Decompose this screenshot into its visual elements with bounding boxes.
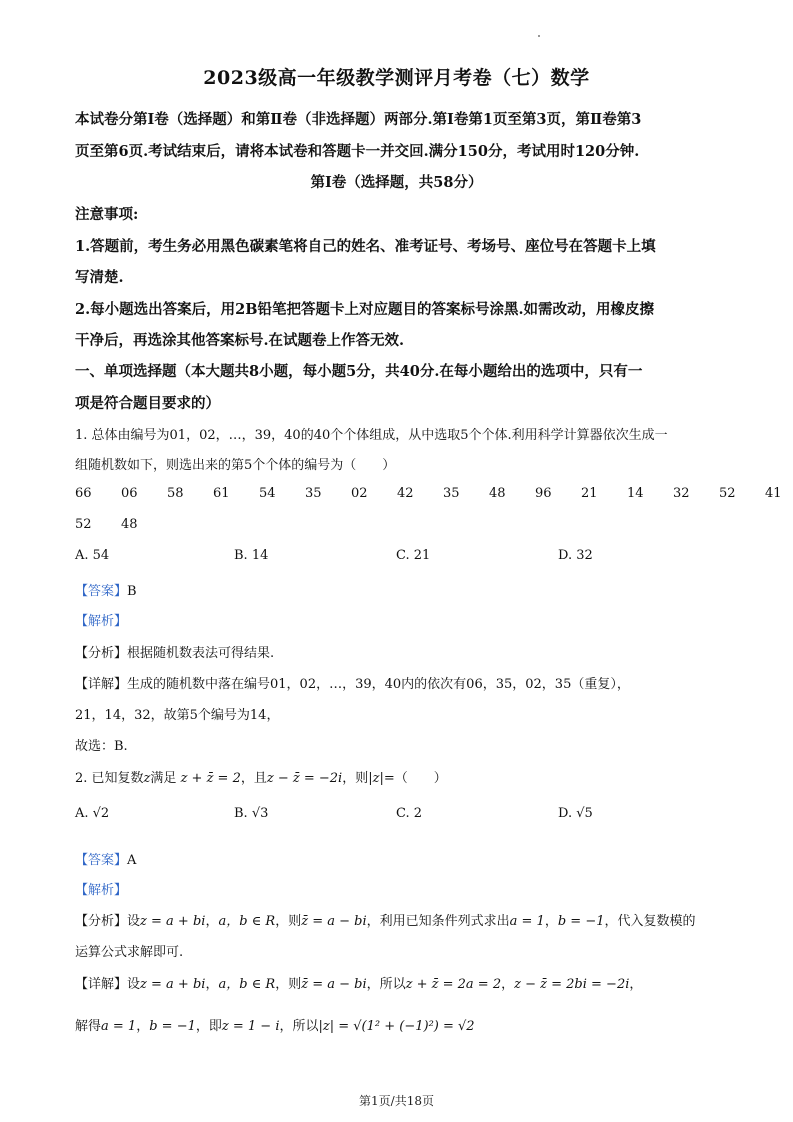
notice-item-2-line-1: 2.每小题选出答案后，用2B铅笔把答题卡上对应题目的答案标号涂黑.如需改动，用橡皮擦 <box>75 301 655 318</box>
math-eq-sum: z + z̄ = 2a = 2 <box>405 977 502 992</box>
detail-text: ， <box>629 977 643 992</box>
random-number: 06 <box>121 486 138 501</box>
fenxi-text: ，则 <box>275 914 302 929</box>
q2-answer <box>75 849 136 868</box>
answer-label: 【答案】 <box>75 584 128 599</box>
q2-stem-text: 满足 <box>150 771 177 786</box>
q2-option-d: D. √5 <box>558 806 593 821</box>
fenxi-text: ，代入复数模的 <box>604 914 696 929</box>
q1-option-b: B. 14 <box>234 548 269 563</box>
detail-text: ，所以 <box>366 977 406 992</box>
q1-analysis-label: 【解析】 <box>75 614 128 629</box>
math-b-value: b = −1 <box>557 914 605 929</box>
q1-conclusion: 故选：B. <box>75 739 128 754</box>
random-number: 32 <box>673 486 690 501</box>
part-one-line-1: 一、单项选择题（本大题共8小题，每小题5分，共40分.在每小题给出的选项中，只有一 <box>75 363 643 380</box>
fenxi-text: 设 <box>127 914 141 929</box>
solve-text: ，即 <box>195 1019 222 1034</box>
math-ab-real: a，b ∈ R <box>218 977 276 992</box>
detail-text: ，则 <box>275 977 302 992</box>
math-modulus: |z| <box>368 771 384 786</box>
q1-fenxi <box>75 642 274 661</box>
scan-speck <box>538 35 540 37</box>
random-number: 14 <box>627 486 644 501</box>
fenxi-text: ，利用已知条件列式求出 <box>366 914 510 929</box>
random-number: 48 <box>489 486 506 501</box>
q2-fenxi-line-1 <box>75 910 696 929</box>
q1-random-row-1 <box>75 486 785 501</box>
random-number: 41 <box>765 486 782 501</box>
math-z-def: z = a + bi <box>140 914 206 929</box>
math-zbar-def: z̄ = a − bi <box>301 914 367 929</box>
q1-answer <box>75 580 137 599</box>
intro-line-1: 本试卷分第Ⅰ卷（选择题）和第Ⅱ卷（非选择题）两部分.第Ⅰ卷第1页至第3页，第Ⅱ卷第3 <box>75 111 642 128</box>
q2-solve-line <box>75 1015 475 1034</box>
fenxi-text: ， <box>205 914 219 929</box>
q1-detail-line-1 <box>75 673 630 692</box>
math-b-value: b = −1 <box>149 1019 196 1034</box>
random-number: 52 <box>719 486 736 501</box>
math-z-def: z = a + bi <box>140 977 206 992</box>
solve-text: ，所以 <box>279 1019 319 1034</box>
detail-label: 【详解】 <box>75 677 128 692</box>
q2-analysis-label: 【解析】 <box>75 883 128 898</box>
random-number: 35 <box>443 486 460 501</box>
notice-item-2-line-2: 干净后，再选涂其他答案标号.在试题卷上作答无效. <box>75 332 405 349</box>
section-one-title: 第Ⅰ卷（选择题，共58分） <box>310 174 483 191</box>
q2-stem-text: ，则 <box>342 771 369 786</box>
part-one-line-2: 项是符合题目要求的） <box>75 395 220 412</box>
random-number: 96 <box>535 486 552 501</box>
q1-option-a: A. 54 <box>75 548 110 563</box>
random-number: 02 <box>351 486 368 501</box>
solve-text: ， <box>136 1019 150 1034</box>
q2-detail-line-1 <box>75 973 642 992</box>
answer-value: A <box>127 853 137 868</box>
math-ab-real: a，b ∈ R <box>218 914 276 929</box>
intro-line-2: 页至第6页.考试结束后，请将本试卷和答题卡一并交回.满分150分，考试用时120分钟. <box>75 143 640 160</box>
q2-stem-text: =（ ） <box>383 771 447 786</box>
fenxi-text: 根据随机数表法可得结果. <box>127 646 275 661</box>
random-number: 35 <box>305 486 322 501</box>
math-a-value: a = 1 <box>101 1019 137 1034</box>
random-number: 48 <box>121 517 138 532</box>
answer-value: B <box>127 584 137 599</box>
q2-option-b: B. √3 <box>234 806 269 821</box>
q1-option-c: C. 21 <box>396 548 431 563</box>
q1-stem-line-1: 1. 总体由编号为01，02，…，39，40的40个个体组成，从中选取5个个体.利用科学计算器依次生成一 <box>75 428 668 443</box>
solve-text: 解得 <box>75 1019 102 1034</box>
q1-detail-line-2: 21，14，32，故第5个编号为14， <box>75 708 280 723</box>
q1-stem-line-2: 组随机数如下，则选出来的第5个个体的编号为（ ） <box>75 458 396 473</box>
math-condition-sum: z + z̄ = 2 <box>180 771 241 786</box>
math-a-value: a = 1 <box>509 914 545 929</box>
fenxi-label: 【分析】 <box>75 914 128 929</box>
math-var-z: z <box>143 771 151 786</box>
q1-option-d: D. 32 <box>558 548 593 563</box>
math-condition-diff: z − z̄ = −2i <box>266 771 343 786</box>
detail-text: ， <box>205 977 219 992</box>
detail-text: ， <box>501 977 515 992</box>
detail-text: 设 <box>127 977 141 992</box>
random-number: 58 <box>167 486 184 501</box>
random-number: 54 <box>259 486 276 501</box>
notice-item-1-line-1: 1.答题前，考生务必用黑色碳素笔将自己的姓名、准考证号、考场号、座位号在答题卡上填 <box>75 238 656 255</box>
math-modulus-result: |z| = √(1² + (−1)²) = √2 <box>318 1019 475 1034</box>
fenxi-text: ， <box>544 914 558 929</box>
q2-stem <box>75 767 447 786</box>
notice-item-1-line-2: 写清楚. <box>75 269 124 286</box>
q2-option-c: C. 2 <box>396 806 423 821</box>
detail-text: 生成的随机数中落在编号01，02，…，39，40内的依次有06，35，02，35（重复）， <box>127 677 630 692</box>
notice-heading: 注意事项: <box>75 206 139 223</box>
random-number: 21 <box>581 486 598 501</box>
q2-fenxi-line-2: 运算公式求解即可. <box>75 945 184 960</box>
detail-label: 【详解】 <box>75 977 128 992</box>
math-z-result: z = 1 − i <box>221 1019 280 1034</box>
random-number: 52 <box>75 517 92 532</box>
q2-stem-text: ，且 <box>240 771 267 786</box>
page-footer: 第1页/共18页 <box>359 1094 434 1108</box>
q2-stem-text: 2. 已知复数 <box>75 771 144 786</box>
math-eq-diff: z − z̄ = 2bi = −2i <box>514 977 630 992</box>
q2-option-a: A. √2 <box>75 806 110 821</box>
page-title: 2023级高一年级教学测评月考卷（七）数学 <box>203 67 590 89</box>
random-number: 66 <box>75 486 92 501</box>
random-number: 42 <box>397 486 414 501</box>
q1-random-row-2 <box>75 517 167 532</box>
fenxi-label: 【分析】 <box>75 646 128 661</box>
math-zbar-def: z̄ = a − bi <box>301 977 367 992</box>
answer-label: 【答案】 <box>75 853 128 868</box>
random-number: 61 <box>213 486 230 501</box>
